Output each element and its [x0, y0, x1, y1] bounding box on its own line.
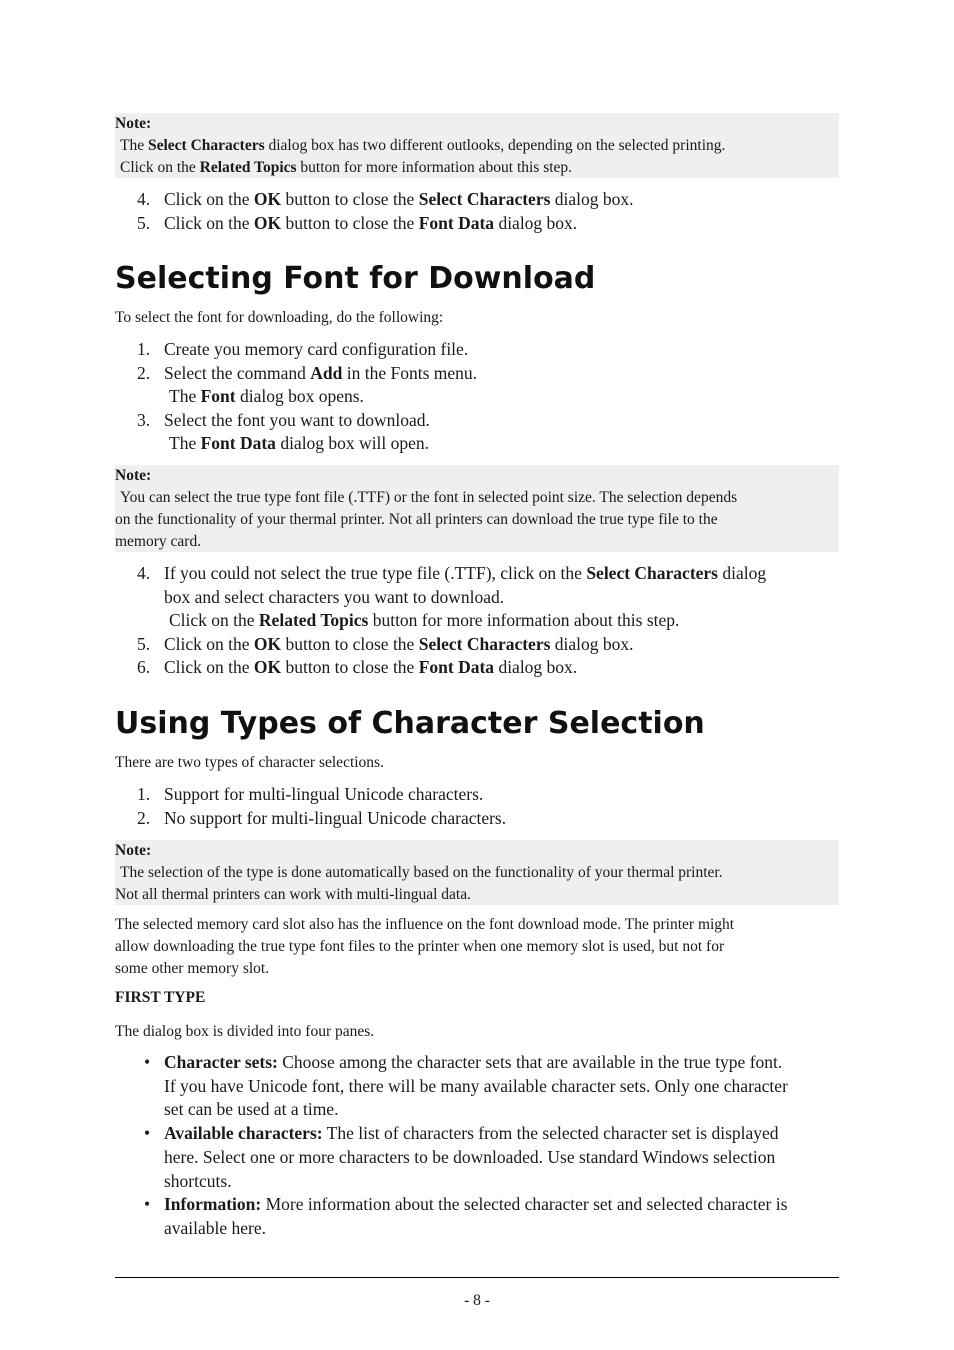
- bullet-icon: •: [144, 1194, 151, 1215]
- note-box: [115, 840, 839, 905]
- note-box: [115, 113, 839, 178]
- numbered-list: [115, 783, 839, 830]
- note-text: You can select the true type font file (.TTF) or the font in selected point size. The selection depends: [120, 489, 738, 506]
- bullet-item: • Available characters: The list of characters from the selected character set is displayed here. Select one or more characters to be downloaded. Use standard Windows selection shortcuts.: [144, 1123, 779, 1191]
- list-item: 5. Click on the OK button to close the Font Data dialog box.: [137, 212, 578, 233]
- section-intro: To select the font for downloading, do the following:: [115, 309, 444, 326]
- footer-divider: [115, 1277, 839, 1278]
- bullet-icon: •: [144, 1052, 151, 1072]
- list-item: 6. Click on the OK button to close the Font Data dialog box.: [137, 657, 578, 677]
- note-label: Note:: [115, 842, 152, 859]
- list-item: 1. Support for multi-lingual Unicode characters.: [137, 784, 484, 804]
- body-paragraph: The dialog box is divided into four panes.: [115, 1023, 375, 1040]
- body-paragraph: The selected memory card slot also has the influence on the font download mode. The printer might allow downloading the true type font files to the printer when one memory slot is used, but not for some other memory slot.: [115, 916, 735, 977]
- list-item: 1. Create you memory card configuration file.: [137, 339, 469, 359]
- note-label: Note:: [115, 467, 152, 484]
- subheading: FIRST TYPE: [115, 989, 206, 1006]
- bullet-list: [115, 1051, 839, 1241]
- numbered-list: [115, 562, 839, 680]
- list-item-detail: The Font Data dialog box will open.: [169, 433, 430, 453]
- section-heading: Selecting Font for Download: [115, 261, 596, 296]
- list-item-detail: Click on the Related Topics button for more information about this step.: [169, 610, 680, 630]
- list-item: 4. Click on the OK button to close the Select Characters dialog box.: [137, 189, 634, 209]
- note-box: [115, 465, 839, 552]
- note-text: The selection of the type is done automatically based on the functionality of your thermal printer.: [120, 864, 723, 881]
- list-item: 2. Select the command Add in the Fonts menu.: [137, 362, 478, 383]
- note-text: Click on the Related Topics button for more information about this step.: [120, 159, 573, 176]
- bullet-icon: •: [144, 1123, 151, 1144]
- note-text: Not all thermal printers can work with multi-lingual data.: [115, 886, 471, 903]
- bullet-item: • Character sets: Choose among the character sets that are available in the true type font. If you have Unicode font, there will be many available character sets. Only one character set can be used at a time.: [144, 1052, 788, 1120]
- numbered-list: [115, 338, 839, 456]
- list-item: 5. Click on the OK button to close the Select Characters dialog box.: [137, 633, 634, 654]
- note-text: on the functionality of your thermal printer. Not all printers can download the true type file to the: [115, 511, 718, 528]
- note-label: Note:: [115, 115, 152, 132]
- section-heading: Using Types of Character Selection: [115, 706, 705, 741]
- numbered-list: [115, 188, 839, 235]
- list-item: 3. Select the font you want to download.: [137, 409, 430, 430]
- note-text: The Select Characters dialog box has two different outlooks, depending on the selected printing.: [120, 137, 726, 154]
- bullet-item: • Information: More information about the selected character set and selected character is available here.: [144, 1194, 788, 1238]
- page-number: - 8 -: [464, 1292, 490, 1309]
- list-item: 2. No support for multi-lingual Unicode characters.: [137, 807, 507, 828]
- note-text: memory card.: [115, 533, 202, 550]
- list-item: 4. If you could not select the true type file (.TTF), click on the Select Characters dialog: [137, 563, 767, 583]
- section-intro: There are two types of character selections.: [115, 754, 384, 771]
- list-item-detail: The Font dialog box opens.: [169, 386, 364, 406]
- list-item-continuation: box and select characters you want to download.: [164, 586, 505, 607]
